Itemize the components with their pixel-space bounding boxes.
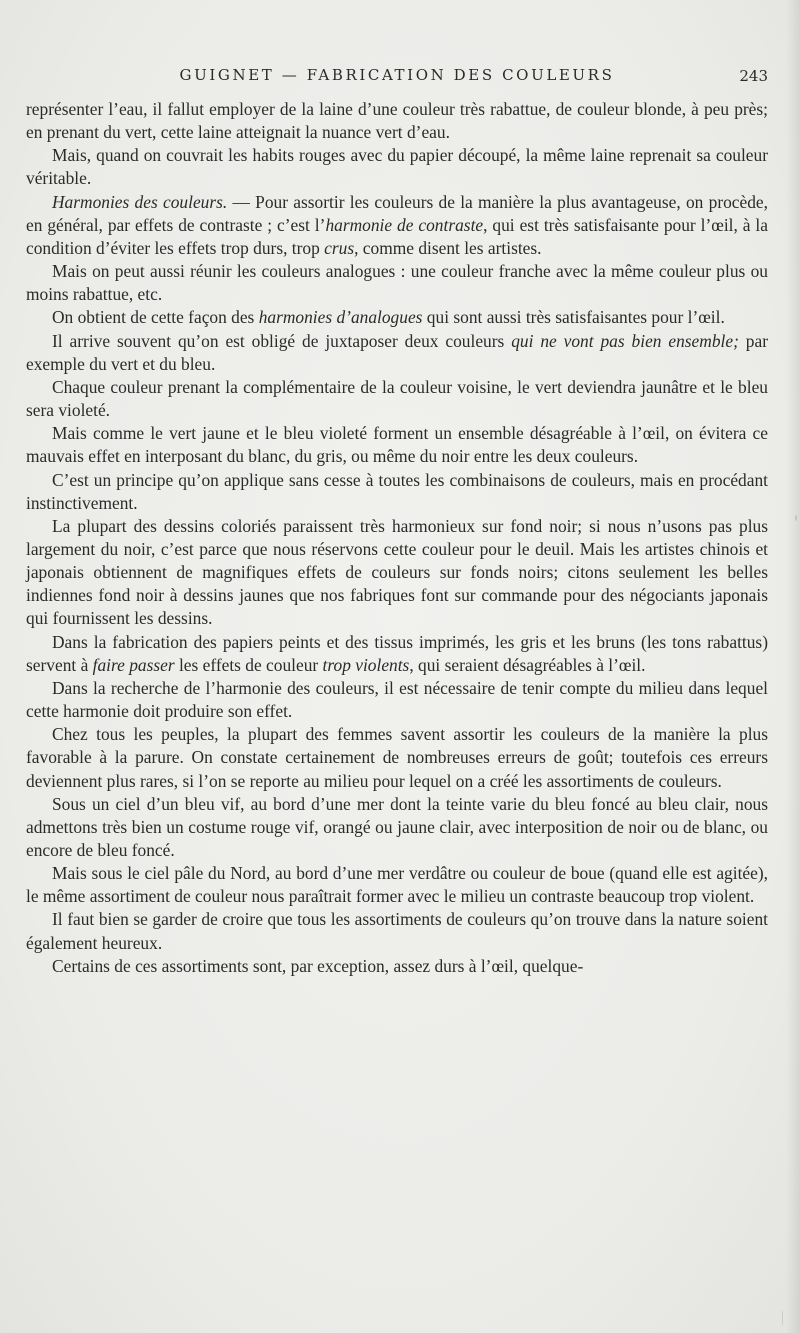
paragraph: Mais comme le vert jaune et le bleu violeté forment un ensemble désagréable à l’œil, on évitera ce mauvais effet en interposant du blanc, du gris, ou même du noir entre les deux couleurs.: [26, 423, 768, 467]
paragraph: [26, 330, 768, 376]
ink-speck: [67, 900, 69, 902]
body-text: [26, 98, 768, 978]
text-run: Dans la fabrication des papiers peints et des tissus imprimés, les gris et les bruns (les tons rabattus) servent à: [26, 631, 768, 675]
italic-text: harmonie de contraste: [325, 214, 484, 235]
paragraph: [26, 306, 768, 329]
paragraph: C’est un principe qu’on applique sans cesse à toutes les combinaisons de couleurs, mais en procédant instinctivement.: [26, 469, 768, 513]
paragraph: Certains de ces assortiments sont, par exception, assez durs à l’œil, quelque-: [52, 955, 584, 976]
paragraph: [26, 191, 768, 260]
page-edge-shadow: [786, 0, 800, 1333]
running-head: GUIGNET — FABRICATION DES COULEURS: [179, 66, 615, 84]
paragraph: [26, 631, 768, 677]
paragraph: représenter l’eau, il fallut employer de la laine d’une couleur très rabattue, de couleur blonde, à peu près; en prenant du vert, cette laine atteignait la nuance vert d’eau.: [26, 99, 768, 143]
italic-text: Harmonies des couleurs.: [52, 191, 228, 212]
paragraph: Mais, quand on couvrait les habits rouges avec du papier découpé, la même laine reprenait sa couleur véritable.: [26, 145, 768, 189]
ink-speck: [782, 1310, 783, 1326]
page-header: [26, 66, 768, 90]
italic-text: trop violents: [322, 654, 410, 675]
text-run: , qui est très satisfaisante pour l’œil, à la condition d’éviter les effets trop durs, trop: [26, 214, 768, 258]
text-run: qui sont aussi très satisfaisantes pour l’œil.: [422, 307, 725, 328]
paragraph: Mais on peut aussi réunir les couleurs analogues : une couleur franche avec la même couleur plus ou moins rabattue, etc.: [26, 261, 768, 305]
text-run: Il arrive souvent qu’on est obligé de juxtaposer deux couleurs: [52, 330, 512, 351]
page-number: 243: [739, 67, 768, 85]
italic-text: faire passer: [92, 654, 175, 675]
italic-text: crus: [324, 237, 355, 258]
paragraph: Mais sous le ciel pâle du Nord, au bord d’une mer verdâtre ou couleur de boue (quand elle est agitée), le même assortiment de couleur nous paraîtrait former avec le milieu un contraste beaucoup trop violent.: [26, 863, 768, 907]
text-run: — Pour assortir les couleurs de la manière la plus avantageuse, on procède, en général, par effets de contraste ; c’est l’: [26, 191, 768, 235]
text-run: On obtient de cette façon des: [52, 307, 259, 328]
paragraph: Chez tous les peuples, la plupart des femmes savent assortir les couleurs de la manière la plus favorable à la parure. On constate certainement de nombreuses erreurs de goût; toutefois ces erreurs deviennent plus rares, si l’on se reporte au milieu pour lequel on a créé les assortiments de couleurs.: [26, 724, 768, 791]
paragraph: La plupart des dessins coloriés paraissent très harmonieux sur fond noir; si nous n’usons pas plus largement du noir, c’est parce que nous réservons cette couleur pour le deuil. Mais les artistes chinois et japonais obtiennent de magnifiques effets de couleurs sur fonds noirs; citons seulement les belles indiennes fond noir à dessins jaunes que nos fabriques font sur commande pour des négociants japonais qui fournissent les dessins.: [26, 515, 768, 629]
text-run: , qui seraient désagréables à l’œil.: [409, 654, 646, 675]
text-run: , comme disent les artistes.: [354, 237, 542, 258]
ink-speck: [795, 515, 797, 521]
text-run: les effets de couleur: [174, 654, 323, 675]
paragraph: Il faut bien se garder de croire que tous les assortiments de couleurs qu’on trouve dans la nature soient également heureux.: [26, 909, 768, 953]
paragraph: Dans la recherche de l’harmonie des couleurs, il est nécessaire de tenir compte du milieu dans lequel cette harmonie doit produire son effet.: [26, 677, 768, 722]
italic-text: harmonies d’analogues: [258, 307, 423, 328]
paragraph: Sous un ciel d’un bleu vif, au bord d’une mer dont la teinte varie du bleu foncé au bleu clair, nous admettons très bien un costume rouge vif, orangé ou jaune clair, avec interposition de noir ou de blanc, ou encore de bleu foncé.: [26, 793, 768, 860]
italic-text: qui ne vont pas bien ensemble;: [511, 330, 739, 351]
paragraph: Chaque couleur prenant la complémentaire de la couleur voisine, le vert deviendra jaunâtre et le bleu sera violeté.: [26, 376, 768, 421]
text-run: par exemple du vert et du bleu.: [26, 330, 768, 374]
